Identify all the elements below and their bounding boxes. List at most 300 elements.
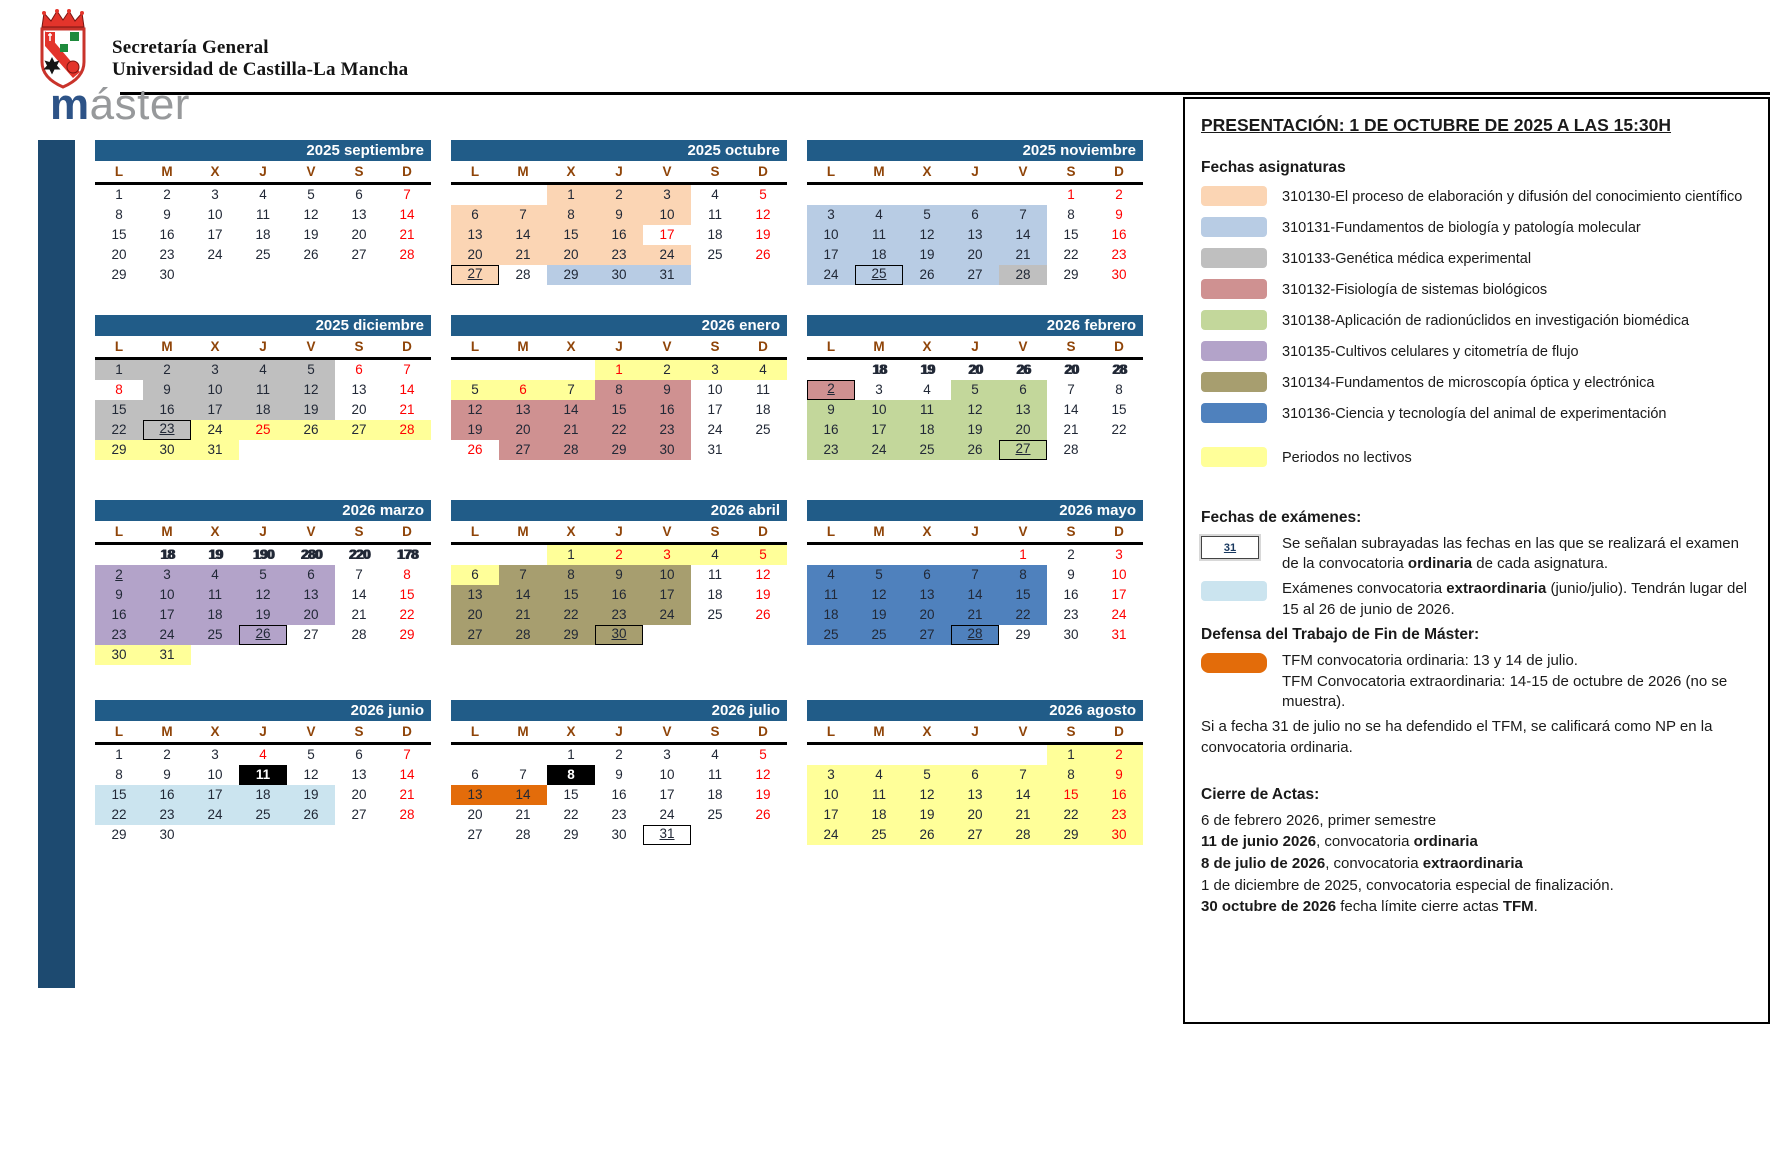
day-cell	[287, 825, 335, 845]
day-cell: 4	[711, 187, 719, 202]
day-cell: 5	[759, 747, 767, 762]
day-cell: 11	[707, 567, 722, 582]
day-cell: 30	[1111, 267, 1127, 282]
day-cell: 7	[999, 205, 1047, 225]
weekday-header	[95, 336, 431, 360]
day-cell: 15	[999, 585, 1047, 605]
day-cell: 16	[807, 420, 855, 440]
weekday-label: X	[922, 339, 932, 354]
day-cell: 25	[707, 607, 723, 622]
day-cell: 2	[163, 187, 171, 202]
subject-legend-item	[1201, 401, 1752, 427]
weekday-label: L	[470, 339, 480, 354]
day-cell: 17	[207, 227, 223, 242]
day-cell: 10	[207, 767, 223, 782]
weekday-label: S	[1066, 339, 1076, 354]
weekday-label: L	[826, 339, 836, 354]
day-cell: 1	[547, 545, 595, 565]
weekday-label: S	[710, 339, 720, 354]
day-cell	[239, 265, 287, 285]
day-cell: 8	[115, 382, 123, 397]
month-2026-agosto	[807, 700, 1143, 845]
day-cell: 28	[515, 827, 531, 842]
day-cell	[499, 360, 547, 380]
day-cell: 26	[239, 625, 287, 645]
day-cell: 12	[287, 380, 335, 400]
day-cell: 22	[95, 420, 143, 440]
day-cell: 15	[111, 227, 127, 242]
day-cell: 15	[1111, 402, 1127, 417]
university-coat-of-arms-icon	[34, 8, 92, 90]
day-cell: 2	[807, 380, 855, 400]
weekday-label: D	[758, 164, 768, 179]
day-cell	[451, 545, 499, 565]
day-cell: 26	[1015, 362, 1031, 377]
month-2026-mayo	[807, 500, 1143, 645]
extraordinary-exam-swatch-icon	[1201, 581, 1267, 601]
weekday-label: V	[662, 524, 672, 539]
day-cell: 5	[903, 205, 951, 225]
day-cell: 5	[307, 747, 315, 762]
day-cell	[855, 745, 903, 765]
day-cell: 13	[499, 400, 547, 420]
weekday-label: V	[662, 339, 672, 354]
no-lectivos-legend	[1201, 445, 1752, 471]
day-cell: 13	[351, 767, 367, 782]
day-cell: 8	[1115, 382, 1123, 397]
day-cell: 25	[255, 247, 271, 262]
day-cell: 18	[903, 420, 951, 440]
day-cell: 6	[451, 205, 499, 225]
day-cell: 23	[1063, 607, 1079, 622]
day-cell: 21	[351, 607, 367, 622]
day-cell: 1	[95, 360, 143, 380]
day-cell: 18	[855, 245, 903, 265]
day-cell: 3	[663, 747, 671, 762]
day-cell: 12	[855, 585, 903, 605]
day-cell: 20	[351, 787, 367, 802]
day-cell: 20	[467, 807, 483, 822]
day-cell: 26	[755, 807, 771, 822]
day-cell: 15	[595, 400, 643, 420]
day-cell: 6	[999, 380, 1047, 400]
subject-label: 310138-Aplicación de radionúclidos en investigación biomédica	[1282, 312, 1690, 329]
day-cell: 16	[1063, 587, 1079, 602]
day-grid	[451, 545, 787, 645]
day-cell: 27	[351, 807, 367, 822]
no-lectivos-swatch-icon	[1201, 447, 1267, 467]
day-cell: 13	[451, 225, 499, 245]
weekday-label: L	[114, 164, 124, 179]
weekday-label: D	[402, 164, 412, 179]
subject-label: 310136-Ciencia y tecnología del animal de experimentación	[1282, 406, 1667, 423]
day-cell: 8	[115, 207, 123, 222]
day-cell: 11	[855, 785, 903, 805]
weekday-label: S	[354, 339, 364, 354]
day-cell	[335, 645, 383, 665]
day-cell: 22	[399, 607, 415, 622]
day-cell	[451, 745, 499, 765]
actas-line: 11 de junio 2026, convocatoria ordinaria	[1201, 833, 1478, 851]
day-cell: 27	[335, 420, 383, 440]
day-cell: 22	[1063, 247, 1079, 262]
weekday-label: L	[826, 724, 836, 739]
day-cell: 10	[659, 767, 675, 782]
month-title: 2026 enero	[451, 315, 787, 336]
day-cell: 220	[348, 547, 370, 562]
weekday-label: J	[971, 339, 979, 354]
day-cell: 20	[351, 402, 367, 417]
month-title: 2026 febrero	[807, 315, 1143, 336]
weekday-label: S	[710, 164, 720, 179]
day-cell: 9	[95, 585, 143, 605]
day-cell: 23	[159, 247, 175, 262]
day-cell: 26	[303, 247, 319, 262]
day-cell: 19	[855, 605, 903, 625]
day-cell: 21	[547, 420, 595, 440]
day-cell: 24	[191, 805, 239, 825]
day-cell: 7	[403, 362, 411, 377]
subject-label: 310132-Fisiología de sistemas biológicos	[1282, 281, 1548, 298]
day-cell: 24	[643, 605, 691, 625]
day-cell: 16	[143, 400, 191, 420]
weekday-label: J	[259, 164, 267, 179]
day-cell: 17	[659, 787, 675, 802]
weekday-label: M	[873, 164, 885, 179]
day-cell: 26	[951, 440, 999, 460]
day-cell: 2	[595, 185, 643, 205]
day-cell	[335, 440, 383, 460]
day-cell: 17	[855, 420, 903, 440]
subject-swatch-icon	[1201, 217, 1267, 237]
day-cell: 25	[191, 625, 239, 645]
day-cell: 12	[903, 785, 951, 805]
weekday-label: D	[758, 724, 768, 739]
day-cell: 5	[307, 187, 315, 202]
day-cell: 4	[923, 382, 931, 397]
day-cell: 27	[451, 265, 499, 285]
day-cell: 1	[1019, 547, 1027, 562]
exam-box-number: 31	[1223, 541, 1237, 554]
subject-legend-item	[1201, 308, 1752, 334]
day-cell: 27	[303, 627, 319, 642]
day-cell: 19	[239, 605, 287, 625]
day-cell: 4	[691, 545, 739, 565]
org-line2: Universidad de Castilla-La Mancha	[112, 59, 409, 81]
day-cell: 2	[595, 545, 643, 565]
day-cell: 2	[1115, 187, 1123, 202]
day-cell	[643, 625, 691, 645]
day-cell: 9	[595, 565, 643, 585]
day-cell: 20	[999, 420, 1047, 440]
day-cell: 20	[351, 227, 367, 242]
day-cell: 28	[499, 625, 547, 645]
weekday-label: X	[210, 339, 220, 354]
day-cell: 13	[903, 585, 951, 605]
weekday-header	[807, 521, 1143, 545]
day-cell: 7	[403, 187, 411, 202]
day-grid	[807, 745, 1143, 845]
weekday-label: D	[1114, 339, 1124, 354]
day-cell: 6	[451, 565, 499, 585]
day-cell: 4	[855, 205, 903, 225]
day-cell: 21	[515, 807, 531, 822]
day-cell	[951, 545, 999, 565]
day-cell: 25	[707, 807, 723, 822]
day-cell: 20	[451, 605, 499, 625]
weekday-header	[451, 721, 787, 745]
day-cell: 13	[951, 785, 999, 805]
weekday-label: X	[566, 164, 576, 179]
tfm-row	[1201, 651, 1752, 713]
day-cell: 6	[903, 565, 951, 585]
day-cell: 12	[755, 767, 771, 782]
day-cell: 25	[807, 625, 855, 645]
no-lectivos-label: Periodos no lectivos	[1282, 450, 1412, 467]
day-cell	[691, 825, 739, 845]
day-grid	[95, 545, 431, 665]
weekday-header	[807, 161, 1143, 185]
weekday-label: V	[662, 164, 672, 179]
month-title: 2026 agosto	[807, 700, 1143, 721]
day-cell: 22	[999, 605, 1047, 625]
day-cell: 9	[163, 767, 171, 782]
day-cell: 23	[1095, 805, 1143, 825]
day-cell: 4	[191, 565, 239, 585]
weekday-label: D	[758, 339, 768, 354]
day-cell: 7	[499, 565, 547, 585]
day-cell: 19	[451, 420, 499, 440]
day-cell: 16	[643, 400, 691, 420]
day-cell	[287, 645, 335, 665]
day-cell: 23	[611, 807, 627, 822]
day-cell: 16	[595, 225, 643, 245]
day-cell: 1	[115, 747, 123, 762]
day-cell: 14	[951, 585, 999, 605]
day-cell: 27	[951, 825, 999, 845]
day-cell: 8	[403, 567, 411, 582]
day-cell: 12	[755, 207, 771, 222]
day-cell	[383, 825, 431, 845]
weekday-label: D	[402, 524, 412, 539]
day-cell: 20	[499, 420, 547, 440]
day-cell: 19	[287, 400, 335, 420]
day-cell: 13	[451, 585, 499, 605]
day-cell: 7	[499, 205, 547, 225]
day-cell: 21	[499, 245, 547, 265]
day-cell: 5	[451, 380, 499, 400]
day-cell: 7	[951, 565, 999, 585]
day-cell: 24	[1111, 607, 1127, 622]
day-cell	[951, 745, 999, 765]
day-cell: 11	[807, 585, 855, 605]
weekday-label: J	[971, 164, 979, 179]
day-cell: 10	[191, 380, 239, 400]
day-cell: 29	[399, 627, 415, 642]
day-cell: 22	[1047, 805, 1095, 825]
actas-section	[1201, 784, 1752, 918]
day-grid	[451, 745, 787, 845]
day-cell	[855, 185, 903, 205]
day-cell: 12	[303, 207, 319, 222]
day-grid	[451, 185, 787, 285]
day-cell: 20	[451, 245, 499, 265]
weekday-label: V	[1018, 724, 1028, 739]
day-cell: 3	[807, 765, 855, 785]
subjects-legend	[1201, 184, 1752, 428]
day-cell: 5	[759, 187, 767, 202]
day-cell: 23	[1111, 247, 1127, 262]
day-cell	[499, 545, 547, 565]
day-cell: 29	[111, 827, 127, 842]
day-cell: 14	[499, 225, 547, 245]
tfm-swatch-icon	[1201, 653, 1267, 673]
weekday-label: L	[114, 524, 124, 539]
day-cell: 18	[871, 362, 887, 377]
day-cell: 23	[595, 245, 643, 265]
day-cell: 25	[855, 825, 903, 845]
day-cell: 20	[287, 605, 335, 625]
month-title: 2026 junio	[95, 700, 431, 721]
day-cell: 10	[807, 785, 855, 805]
day-cell: 28	[547, 440, 595, 460]
day-cell: 24	[191, 420, 239, 440]
weekday-label: X	[210, 524, 220, 539]
day-cell: 29	[1015, 627, 1031, 642]
day-cell: 3	[691, 360, 739, 380]
weekday-header	[451, 161, 787, 185]
day-cell: 3	[143, 565, 191, 585]
day-cell: 7	[547, 380, 595, 400]
day-cell: 1	[547, 185, 595, 205]
weekday-label: X	[922, 724, 932, 739]
day-cell: 15	[547, 225, 595, 245]
day-cell: 25	[855, 265, 903, 285]
day-cell: 27	[999, 440, 1047, 460]
exam-extraordinary-text: Exámenes convocatoria extraordinaria (junio/julio). Tendrán lugar del 15 al 26 de junio de 2026.	[1282, 580, 1747, 618]
weekday-label: L	[114, 339, 124, 354]
weekday-label: D	[402, 724, 412, 739]
day-cell: 28	[351, 627, 367, 642]
day-cell: 23	[595, 605, 643, 625]
actas-line: 1 de diciembre de 2025, convocatoria especial de finalización.	[1201, 876, 1614, 894]
weekday-label: M	[517, 524, 529, 539]
day-cell: 30	[143, 440, 191, 460]
day-cell: 18	[239, 785, 287, 805]
month-2025-noviembre	[807, 140, 1143, 285]
day-cell: 6	[287, 565, 335, 585]
day-cell	[999, 745, 1047, 765]
actas-line: 8 de julio de 2026, convocatoria extraordinaria	[1201, 855, 1523, 873]
weekday-label: L	[470, 524, 480, 539]
day-cell: 18	[855, 805, 903, 825]
day-cell: 1	[567, 747, 575, 762]
day-cell: 31	[643, 825, 691, 845]
day-cell: 16	[159, 227, 175, 242]
day-cell: 10	[707, 382, 723, 397]
day-cell	[807, 545, 855, 565]
weekday-label: V	[662, 724, 672, 739]
day-grid	[807, 185, 1143, 285]
day-cell: 13	[351, 207, 367, 222]
day-cell: 20	[547, 245, 595, 265]
day-cell: 8	[547, 765, 595, 785]
day-cell: 9	[1067, 567, 1075, 582]
day-cell: 3	[807, 205, 855, 225]
day-cell	[191, 825, 239, 845]
day-cell: 11	[855, 225, 903, 245]
day-cell: 31	[191, 440, 239, 460]
weekday-header	[95, 161, 431, 185]
day-cell: 3	[643, 185, 691, 205]
day-cell: 13	[451, 785, 499, 805]
day-cell: 30	[1063, 627, 1079, 642]
day-cell: 17	[807, 245, 855, 265]
day-cell: 12	[755, 567, 771, 582]
day-cell: 2	[1095, 745, 1143, 765]
presentation-title: PRESENTACIÓN: 1 DE OCTUBRE DE 2025 A LAS 15:30H	[1201, 115, 1672, 135]
day-cell: 12	[951, 400, 999, 420]
day-grid	[451, 360, 787, 460]
day-cell: 14	[999, 785, 1047, 805]
day-cell	[95, 545, 143, 565]
day-cell: 27	[467, 827, 483, 842]
tfm-heading: Defensa del Trabajo de Fin de Máster:	[1201, 626, 1480, 644]
day-cell: 30	[611, 827, 627, 842]
actas-line: 30 octubre de 2026 fecha límite cierre actas TFM.	[1201, 898, 1538, 916]
day-cell: 5	[951, 380, 999, 400]
day-cell: 2	[95, 565, 143, 585]
day-cell: 25	[239, 420, 287, 440]
day-cell: 19	[903, 245, 951, 265]
weekday-label: M	[873, 724, 885, 739]
day-cell: 22	[95, 805, 143, 825]
month-2026-marzo	[95, 500, 431, 665]
day-cell: 15	[95, 785, 143, 805]
weekday-label: S	[710, 724, 720, 739]
day-cell: 23	[143, 805, 191, 825]
subject-legend-item	[1201, 277, 1752, 303]
day-cell: 12	[903, 225, 951, 245]
day-cell: 28	[999, 825, 1047, 845]
day-cell: 29	[111, 267, 127, 282]
weekday-label: D	[1114, 524, 1124, 539]
weekday-label: L	[826, 524, 836, 539]
actas-line: 6 de febrero 2026, primer semestre	[1201, 811, 1437, 829]
day-cell: 6	[951, 205, 999, 225]
day-cell	[903, 185, 951, 205]
day-grid	[95, 360, 431, 460]
weekday-label: S	[1066, 524, 1076, 539]
day-cell: 11	[255, 207, 270, 222]
org-name-block	[112, 37, 408, 82]
subject-label: 310135-Cultivos celulares y citometría de flujo	[1282, 343, 1579, 360]
day-cell: 6	[499, 380, 547, 400]
day-cell: 7	[519, 767, 527, 782]
weekday-label: J	[971, 724, 979, 739]
day-cell	[739, 625, 787, 645]
subject-swatch-icon	[1201, 341, 1267, 361]
day-cell: 24	[807, 825, 855, 845]
day-cell: 2	[615, 747, 623, 762]
day-cell: 14	[499, 785, 547, 805]
weekday-label: V	[1018, 164, 1028, 179]
day-cell: 9	[1095, 765, 1143, 785]
day-cell: 29	[1063, 267, 1079, 282]
day-cell: 4	[807, 565, 855, 585]
day-cell: 5	[239, 565, 287, 585]
exams-heading: Fechas de exámenes:	[1201, 509, 1362, 527]
